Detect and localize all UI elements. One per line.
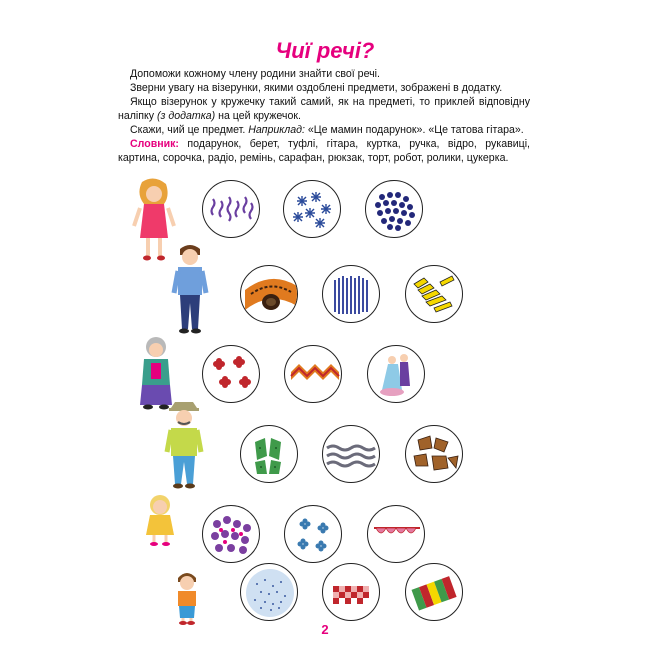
pattern-circle-yellow-stripes[interactable] — [405, 265, 463, 323]
red-flower-pattern-icon — [203, 346, 260, 403]
instruction-line-2: Зверни увагу на візерунки, якими оздоблені предмети, зображені в додатку. — [130, 82, 503, 94]
pattern-circle-dancers[interactable] — [367, 345, 425, 403]
pattern-circle-navy-dots[interactable] — [365, 180, 423, 238]
pattern-circle-purple-flowers[interactable] — [202, 505, 260, 563]
pattern-circle-zigzag[interactable] — [284, 345, 342, 403]
page-title: Чиї речі? — [275, 38, 375, 63]
zigzag-pattern-icon — [285, 346, 342, 403]
pattern-circle-navy-stripes[interactable] — [322, 265, 380, 323]
pattern-circle-speckled-blue[interactable] — [240, 563, 298, 621]
navy-stripe-pattern-icon — [323, 266, 380, 323]
candy-stripe-pattern-icon — [406, 564, 463, 621]
guitar-pattern-icon — [241, 266, 298, 323]
girl-figure-icon — [140, 493, 180, 547]
father-figure-icon — [170, 243, 210, 335]
instruction-text: Якщо візерунок у кружечку такий самий, як на предметі, то приклей відповідну наліпку — [118, 96, 530, 122]
instruction-line-1: Допоможи кожному члену родини знайти свої речі. — [130, 68, 380, 80]
pattern-circle-brown-shapes[interactable] — [405, 425, 463, 483]
teal-flower-pattern-icon — [285, 506, 342, 563]
pattern-circle-teal-flowers[interactable] — [284, 505, 342, 563]
pattern-circle-blue-snowflakes[interactable] — [283, 180, 341, 238]
blue-snowflake-pattern-icon — [284, 181, 341, 238]
vocabulary-line — [118, 137, 530, 165]
pink-garland-pattern-icon — [368, 506, 425, 563]
grandfather-figure-icon — [163, 400, 205, 490]
instruction-italic: Наприклад: — [248, 124, 305, 136]
speckled-blue-pattern-icon — [241, 564, 298, 621]
boy-figure-icon — [172, 570, 202, 626]
instruction-line-4 — [118, 123, 530, 137]
navy-dot-pattern-icon — [366, 181, 423, 238]
red-checker-pattern-icon — [323, 564, 380, 621]
instruction-text: Скажи, чий це предмет. — [130, 124, 249, 136]
purple-wave-pattern-icon — [203, 181, 260, 238]
pattern-circle-purple-waves[interactable] — [202, 180, 260, 238]
pattern-circle-pink-garland[interactable] — [367, 505, 425, 563]
instruction-line-3 — [118, 95, 530, 123]
yellow-stripe-pattern-icon — [406, 266, 463, 323]
pattern-circle-candy-stripes[interactable] — [405, 563, 463, 621]
grey-wave-pattern-icon — [323, 426, 380, 483]
instruction-text: на цей кружечок. — [215, 110, 301, 122]
instructions-block — [118, 67, 530, 165]
page-number: 2 — [321, 622, 329, 637]
instruction-italic: (з додатка) — [157, 110, 216, 122]
pattern-circle-grey-waves[interactable] — [322, 425, 380, 483]
vocabulary-label: Словник: — [130, 138, 179, 150]
instruction-text: «Це мамин подарунок». «Це татова гітара». — [304, 124, 524, 136]
pattern-circle-orange-guitar[interactable] — [240, 265, 298, 323]
brown-shape-pattern-icon — [406, 426, 463, 483]
green-leaf-pattern-icon — [241, 426, 298, 483]
pattern-circle-green-leaves[interactable] — [240, 425, 298, 483]
purple-flower-pattern-icon — [203, 506, 260, 563]
pattern-circle-red-checkers[interactable] — [322, 563, 380, 621]
vocabulary-text: подарунок, берет, туфлі, гітара, куртка, ручка, відро, рукавиці, картина, сорочка, радіо, ремінь, сарафан, рюкзак, торт, робот, ролики, цукерка. — [118, 138, 530, 164]
dancers-picture-icon — [368, 346, 425, 403]
pattern-circle-red-flowers[interactable] — [202, 345, 260, 403]
